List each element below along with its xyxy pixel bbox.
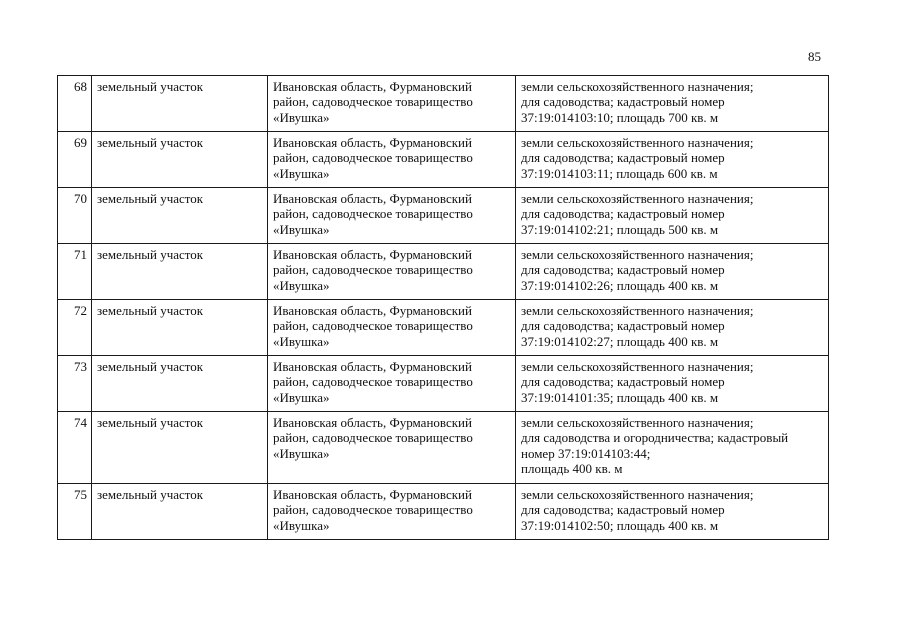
description-line: для садоводства и огородничества; кадастровый xyxy=(521,430,789,446)
description-line: земли сельскохозяйственного назначения; xyxy=(521,359,754,374)
description-line: земли сельскохозяйственного назначения; xyxy=(521,79,754,94)
description-line: для садоводства; кадастровый номер xyxy=(521,318,725,334)
description-line: земли сельскохозяйственного назначения; xyxy=(521,191,754,206)
table-row xyxy=(58,188,829,244)
description-line: 37:19:014101:35; площадь 400 кв. м xyxy=(521,389,719,405)
property-type: земельный участок xyxy=(92,356,268,412)
property-address: Ивановская область, Фурмановский район, садоводческое товарищество «Ивушка» xyxy=(268,76,516,132)
row-number: 69 xyxy=(58,132,92,188)
property-address: Ивановская область, Фурмановский район, садоводческое товарищество «Ивушка» xyxy=(268,132,516,188)
property-description xyxy=(516,188,829,244)
description-line: земли сельскохозяйственного назначения; xyxy=(521,135,754,150)
description-line: 37:19:014102:26; площадь 400 кв. м xyxy=(521,277,719,293)
page-number: 85 xyxy=(808,49,821,64)
description-line: для садоводства; кадастровый номер xyxy=(521,150,725,166)
property-description xyxy=(516,76,829,132)
description-line: 37:19:014102:21; площадь 500 кв. м xyxy=(521,221,719,237)
description-line: площадь 400 кв. м xyxy=(521,460,623,476)
description-line: для садоводства; кадастровый номер xyxy=(521,262,725,278)
property-type: земельный участок xyxy=(92,76,268,132)
table-row xyxy=(58,300,829,356)
property-address: Ивановская область, Фурмановский район, садоводческое товарищество «Ивушка» xyxy=(268,300,516,356)
property-type: земельный участок xyxy=(92,412,268,484)
row-number: 71 xyxy=(58,244,92,300)
description-line: 37:19:014102:50; площадь 400 кв. м xyxy=(521,517,719,533)
description-line: номер 37:19:014103:44; xyxy=(521,445,651,461)
table-row xyxy=(58,412,829,484)
description-line: 37:19:014103:11; площадь 600 кв. м xyxy=(521,165,718,181)
row-number: 74 xyxy=(58,412,92,484)
property-address: Ивановская область, Фурмановский район, садоводческое товарищество «Ивушка» xyxy=(268,188,516,244)
table-row xyxy=(58,76,829,132)
property-type: земельный участок xyxy=(92,132,268,188)
property-description xyxy=(516,412,829,484)
table-row xyxy=(58,356,829,412)
description-line: земли сельскохозяйственного назначения; xyxy=(521,415,754,430)
description-line: для садоводства; кадастровый номер xyxy=(521,94,725,110)
description-line: 37:19:014103:10; площадь 700 кв. м xyxy=(521,109,719,125)
description-line: для садоводства; кадастровый номер xyxy=(521,206,725,222)
property-type: земельный участок xyxy=(92,244,268,300)
property-address: Ивановская область, Фурмановский район, садоводческое товарищество «Ивушка» xyxy=(268,356,516,412)
description-line: земли сельскохозяйственного назначения; xyxy=(521,247,754,262)
property-type: земельный участок xyxy=(92,484,268,540)
property-description xyxy=(516,484,829,540)
property-type: земельный участок xyxy=(92,188,268,244)
property-address: Ивановская область, Фурмановский район, садоводческое товарищество «Ивушка» xyxy=(268,484,516,540)
row-number: 70 xyxy=(58,188,92,244)
property-description xyxy=(516,132,829,188)
property-address: Ивановская область, Фурмановский район, садоводческое товарищество «Ивушка» xyxy=(268,412,516,484)
table-row xyxy=(58,132,829,188)
table-row xyxy=(58,244,829,300)
description-line: земли сельскохозяйственного назначения; xyxy=(521,303,754,318)
row-number: 68 xyxy=(58,76,92,132)
property-description xyxy=(516,300,829,356)
property-description xyxy=(516,356,829,412)
property-registry-table xyxy=(57,75,829,540)
description-line: 37:19:014102:27; площадь 400 кв. м xyxy=(521,333,719,349)
property-description xyxy=(516,244,829,300)
property-address: Ивановская область, Фурмановский район, садоводческое товарищество «Ивушка» xyxy=(268,244,516,300)
table-row xyxy=(58,484,829,540)
row-number: 72 xyxy=(58,300,92,356)
description-line: для садоводства; кадастровый номер xyxy=(521,374,725,390)
property-type: земельный участок xyxy=(92,300,268,356)
row-number: 73 xyxy=(58,356,92,412)
row-number: 75 xyxy=(58,484,92,540)
description-line: для садоводства; кадастровый номер xyxy=(521,502,725,518)
description-line: земли сельскохозяйственного назначения; xyxy=(521,487,754,502)
